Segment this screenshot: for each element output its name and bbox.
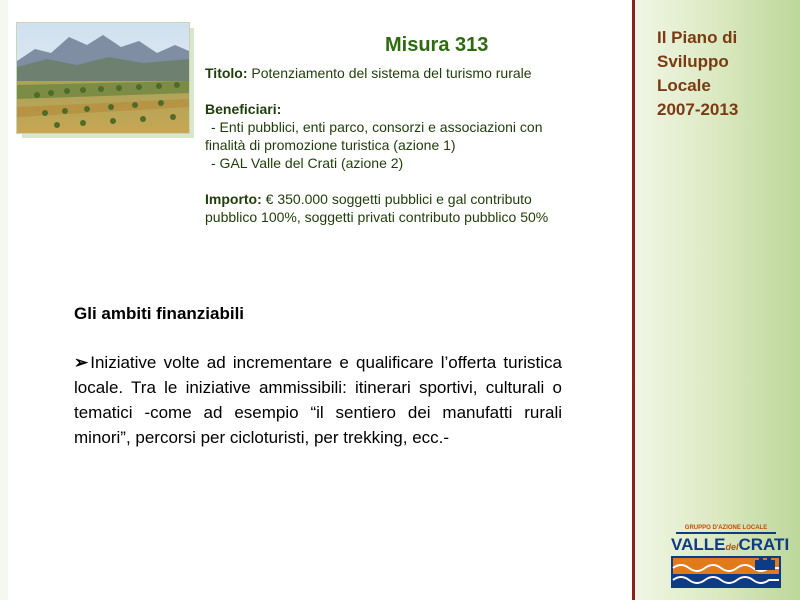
sidebar-title-line-4: 2007-2013 (657, 100, 739, 119)
logo-top-text: GRUPPO D'AZIONE LOCALE (676, 524, 776, 534)
sidebar-title-line-3: Locale (657, 76, 711, 95)
importo-label: Importo: (205, 191, 262, 207)
gal-valle-del-crati-logo (671, 524, 790, 588)
sidebar (632, 0, 800, 600)
titolo-value: Potenziamento del sistema del turismo rurale (251, 65, 532, 81)
bullet-paragraph (74, 350, 562, 450)
titolo-label: Titolo: (205, 65, 248, 81)
bullet-text: Iniziative volte ad incrementare e qualificare l’offerta turistica locale. Tra le iniziative ammissibili: itinerari sportivi, culturali o tematici -come ad esempio “il sentiero dei manufatti rurali minori”, percorsi per cicloturisti, per trekking, ecc.- (74, 353, 562, 447)
beneficiari-item-2: - GAL Valle del Crati (azione 2) (211, 155, 404, 171)
beneficiari-label: Beneficiari: (205, 101, 282, 117)
landscape-photo (16, 22, 194, 138)
section-heading: Gli ambiti finanziabili (74, 304, 245, 323)
beneficiari-item-1-line-1: - Enti pubblici, enti parco, consorzi e associazioni con (211, 119, 543, 135)
sidebar-title (657, 26, 787, 122)
landscape-image (16, 22, 190, 134)
sidebar-title-line-1: Il Piano di (657, 28, 738, 47)
beneficiari-item-1-line-2: finalità di promozione turistica (azione 1) (205, 137, 456, 153)
importo-row (205, 190, 615, 208)
logo-name (671, 535, 790, 555)
titolo-row (205, 64, 615, 82)
logo-word-1: VALLE (671, 535, 726, 554)
logo-river-art (671, 556, 781, 588)
slide-title: Misura 313 (385, 34, 489, 56)
sidebar-title-line-2: Sviluppo (657, 52, 729, 71)
importo-line-1: € 350.000 soggetti pubblici e gal contributo (265, 191, 532, 207)
measure-info (205, 64, 615, 226)
logo-word-2: del (725, 542, 739, 552)
arrow-bullet-icon: ➢ (74, 353, 89, 372)
logo-word-3: CRATI (738, 535, 790, 554)
left-decorative-strip (0, 0, 8, 600)
importo-line-2: pubblico 100%, soggetti privati contributo pubblico 50% (205, 209, 549, 225)
